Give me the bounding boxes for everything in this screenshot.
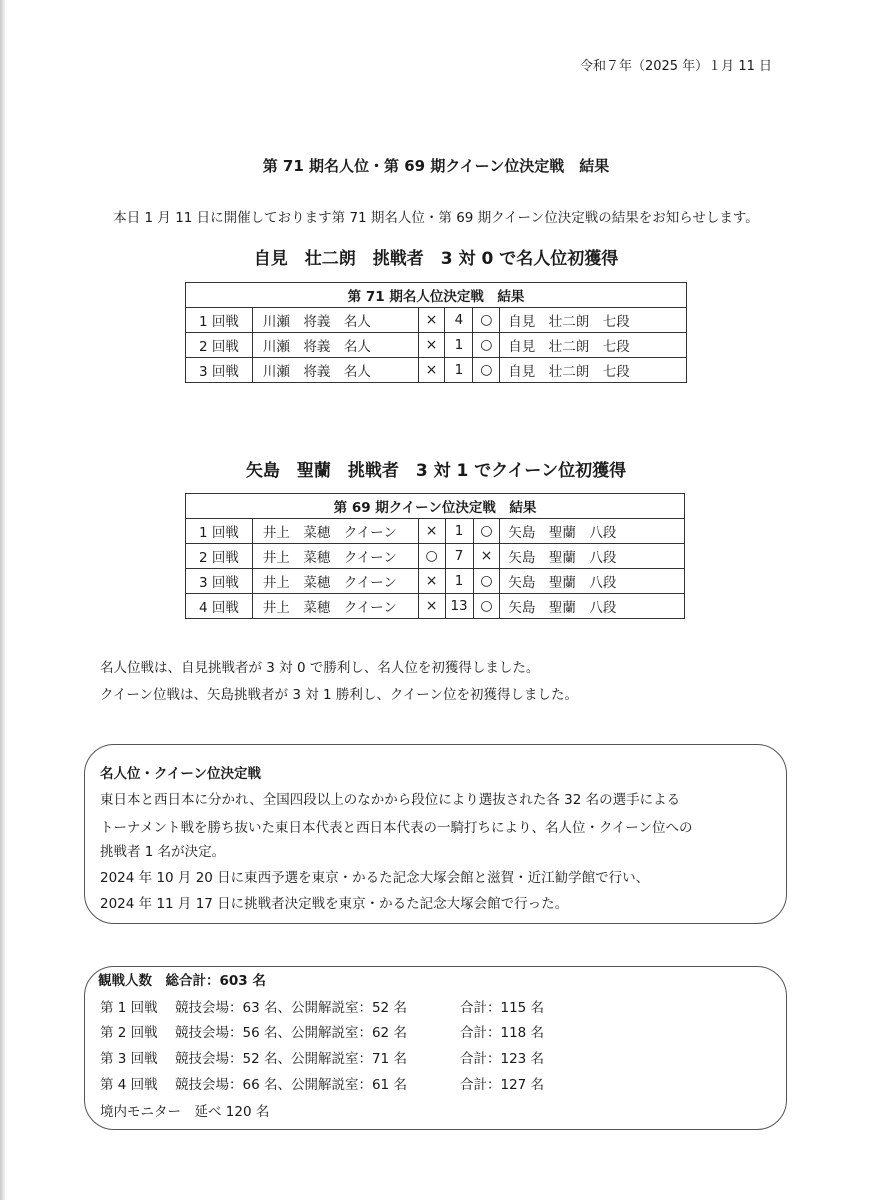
- attendance-monitor: 境内モニター 延べ 120 名: [100, 1104, 270, 1120]
- attendance-round: 第 3 回戦: [100, 1051, 158, 1067]
- card-diff-cell: 13: [445, 594, 473, 619]
- player2-mark: ×: [473, 544, 500, 569]
- player2-mark: ○: [473, 594, 500, 619]
- attendance-breakdown: 競技会場：63 名、公開解説室：52 名: [175, 1000, 407, 1016]
- player1-cell: 川瀬 将義 名人: [252, 333, 418, 358]
- player1-cell: 井上 菜穂 クイーン: [252, 544, 418, 569]
- card-diff-cell: 1: [445, 358, 473, 383]
- attendance-round: 第 4 回戦: [100, 1077, 158, 1093]
- round-cell: 2 回戦: [186, 544, 253, 569]
- attendance-heading: 観戦人数 総合計：603 名: [98, 973, 266, 989]
- attendance-breakdown: 競技会場：56 名、公開解説室：62 名: [175, 1025, 407, 1041]
- meijin-table-caption: 第 71 期名人位決定戦 結果: [186, 283, 687, 308]
- about-heading: 名人位・クイーン位決定戦: [100, 766, 262, 782]
- player2-cell: 矢島 聖蘭 八段: [500, 519, 685, 544]
- about-line: 挑戦者 1 名が決定。: [100, 844, 226, 860]
- round-cell: 1 回戦: [186, 308, 253, 333]
- round-cell: 2 回戦: [186, 333, 253, 358]
- player2-cell: 自見 壮二朗 七段: [500, 308, 687, 333]
- card-diff-cell: 7: [445, 544, 473, 569]
- player2-cell: 矢島 聖蘭 八段: [500, 594, 685, 619]
- table-caption-row: [186, 283, 687, 308]
- attendance-breakdown: 競技会場：66 名、公開解説室：61 名: [175, 1077, 407, 1093]
- player1-mark: ×: [418, 358, 445, 383]
- document-title: 第 71 期名人位・第 69 期クイーン位決定戦 結果: [262, 157, 610, 175]
- attendance-round: 第 2 回戦: [100, 1025, 158, 1041]
- table-row: [186, 594, 685, 619]
- about-line: 東日本と西日本に分かれ、全国四段以上のなかから段位により選抜された各 32 名の選手による: [100, 792, 681, 808]
- player1-mark: ×: [418, 519, 445, 544]
- meijin-results-table: [185, 282, 687, 383]
- card-diff-cell: 1: [445, 569, 473, 594]
- attendance-round: 第 1 回戦: [100, 1000, 158, 1016]
- player1-mark: ×: [418, 308, 445, 333]
- player2-cell: 自見 壮二朗 七段: [500, 333, 687, 358]
- card-diff-cell: 1: [445, 333, 473, 358]
- table-row: [186, 569, 685, 594]
- about-line: 2024 年 10 月 20 日に東西予選を東京・かるた記念大塚会館と滋賀・近江勧学館で行い、: [100, 870, 650, 886]
- meijin-headline: 自見 壮二朗 挑戦者 3 対 0 で名人位初獲得: [253, 249, 619, 269]
- round-cell: 3 回戦: [186, 358, 253, 383]
- player2-cell: 矢島 聖蘭 八段: [500, 544, 685, 569]
- table-row: [186, 308, 687, 333]
- round-cell: 3 回戦: [186, 569, 253, 594]
- player2-mark: ○: [473, 358, 500, 383]
- player2-cell: 自見 壮二朗 七段: [500, 358, 687, 383]
- table-caption-row: [186, 494, 685, 519]
- card-diff-cell: 4: [445, 308, 473, 333]
- attendance-total: 合計：115 名: [460, 1000, 545, 1016]
- table-row: [186, 333, 687, 358]
- intro-text: 本日 1 月 11 日に開催しております第 71 期名人位・第 69 期クイーン位決定戦の結果をお知らせします。: [113, 210, 759, 226]
- about-line: トーナメント戦を勝ち抜いた東日本代表と西日本代表の一騎打ちにより、名人位・クイーン位への: [100, 820, 693, 836]
- player1-mark: ×: [418, 569, 445, 594]
- page-edge-shadow: [0, 0, 5, 1200]
- player1-cell: 井上 菜穂 クイーン: [252, 519, 418, 544]
- queen-results-table: [185, 493, 685, 619]
- queen-table-caption: 第 69 期クイーン位決定戦 結果: [186, 494, 685, 519]
- player1-cell: 川瀬 将義 名人: [252, 308, 418, 333]
- card-diff-cell: 1: [445, 519, 473, 544]
- player2-mark: ○: [473, 333, 500, 358]
- round-cell: 1 回戦: [186, 519, 253, 544]
- table-row: [186, 358, 687, 383]
- player2-mark: ○: [473, 308, 500, 333]
- player2-mark: ○: [473, 569, 500, 594]
- document-date: 令和７年（2025 年）１月 11 日: [579, 59, 772, 74]
- table-row: [186, 519, 685, 544]
- note-meijin: 名人位戦は、自見挑戦者が 3 対 0 で勝利し、名人位を初獲得しました。: [100, 660, 540, 676]
- note-queen: クイーン位戦は、矢島挑戦者が 3 対 1 勝利し、クイーン位を初獲得しました。: [100, 687, 578, 703]
- queen-headline: 矢島 聖蘭 挑戦者 3 対 1 でクイーン位初獲得: [245, 461, 627, 481]
- player1-mark: ○: [418, 544, 445, 569]
- player1-cell: 井上 菜穂 クイーン: [252, 569, 418, 594]
- player2-cell: 矢島 聖蘭 八段: [500, 569, 685, 594]
- attendance-total: 合計：123 名: [460, 1051, 545, 1067]
- player1-cell: 井上 菜穂 クイーン: [252, 594, 418, 619]
- about-line: 2024 年 11 月 17 日に挑戦者決定戦を東京・かるた記念大塚会館で行った。: [100, 896, 569, 912]
- table-row: [186, 544, 685, 569]
- attendance-total: 合計：118 名: [460, 1025, 545, 1041]
- round-cell: 4 回戦: [186, 594, 253, 619]
- player1-mark: ×: [418, 333, 445, 358]
- player2-mark: ○: [473, 519, 500, 544]
- player1-mark: ×: [418, 594, 445, 619]
- attendance-total: 合計：127 名: [460, 1077, 545, 1093]
- attendance-breakdown: 競技会場：52 名、公開解説室：71 名: [175, 1051, 407, 1067]
- player1-cell: 川瀬 将義 名人: [252, 358, 418, 383]
